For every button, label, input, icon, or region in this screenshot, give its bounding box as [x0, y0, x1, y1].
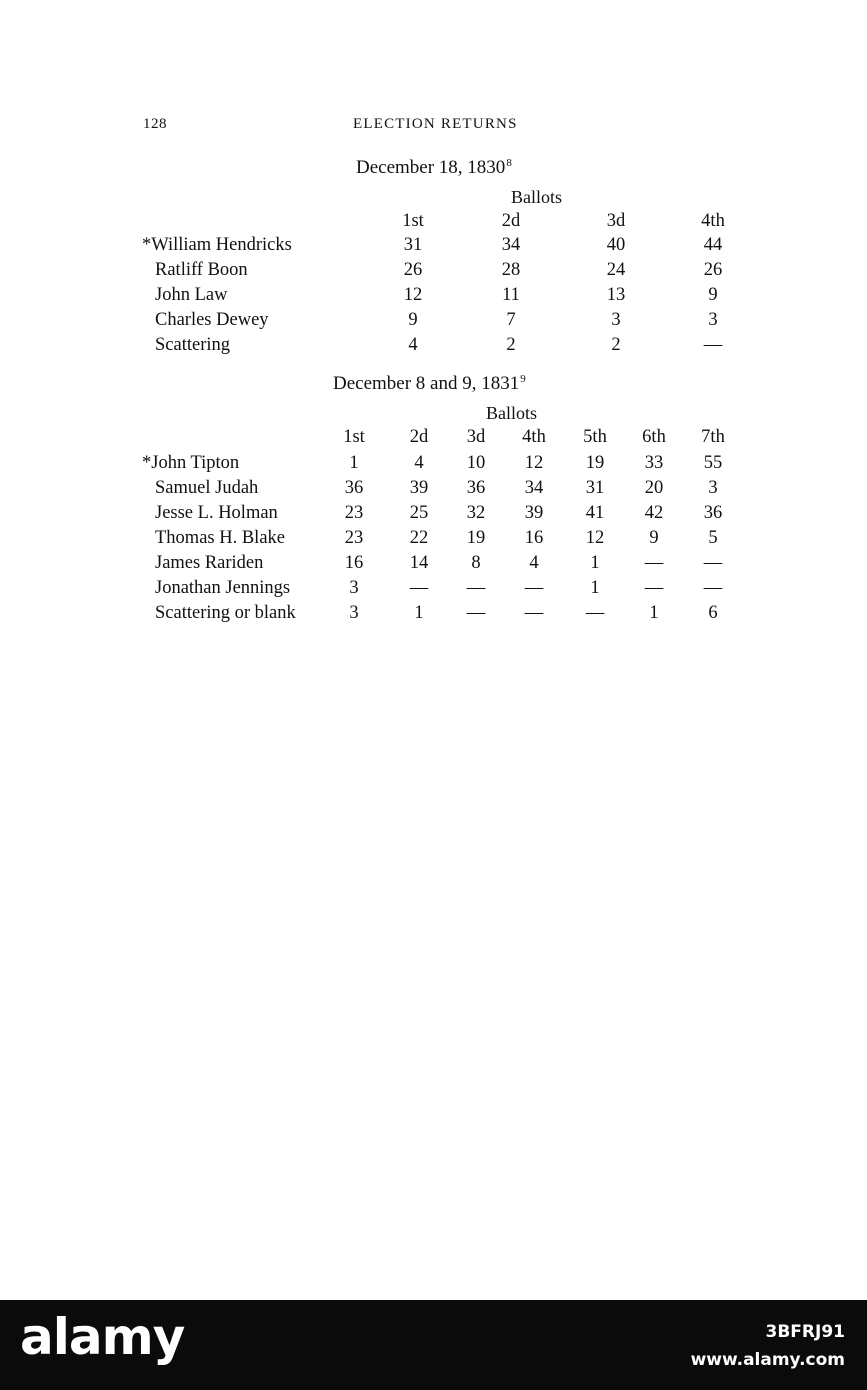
column-header: 6th	[642, 427, 666, 447]
candidate-name: Thomas H. Blake	[155, 528, 285, 548]
vote-count: 36	[466, 478, 486, 498]
watermark-bar	[0, 1300, 867, 1390]
section2-title	[333, 373, 526, 395]
candidate-name: James Rariden	[155, 553, 264, 573]
vote-count: 16	[344, 553, 364, 573]
vote-count: —	[524, 603, 544, 623]
column-header: 2d	[501, 211, 521, 231]
table-row	[0, 603, 867, 627]
vote-count: —	[644, 553, 664, 573]
vote-count: 9	[649, 528, 659, 548]
vote-count: 6	[708, 603, 718, 623]
vote-count: 5	[708, 528, 718, 548]
running-head: ELECTION RETURNS	[353, 116, 518, 132]
vote-count: 28	[501, 260, 521, 280]
vote-count: 9	[408, 310, 418, 330]
vote-count: 20	[644, 478, 664, 498]
vote-count: 42	[644, 503, 664, 523]
vote-count: —	[466, 603, 486, 623]
vote-count: 2	[611, 335, 621, 355]
vote-count: 36	[344, 478, 364, 498]
vote-count: 12	[403, 285, 423, 305]
table-row	[0, 260, 867, 284]
vote-count: 1	[649, 603, 659, 623]
table-row	[0, 478, 867, 502]
section1-title	[356, 157, 512, 179]
vote-count: 39	[409, 478, 429, 498]
vote-count: 31	[585, 478, 605, 498]
vote-count: 7	[506, 310, 516, 330]
vote-count: 9	[708, 285, 718, 305]
candidate-name: Charles Dewey	[155, 310, 269, 330]
column-header: 3d	[466, 427, 486, 447]
candidate-name: Samuel Judah	[155, 478, 259, 498]
vote-count: —	[466, 578, 486, 598]
page-number: 128	[143, 116, 167, 132]
candidate-name: John Law	[155, 285, 228, 305]
column-header: 3d	[606, 211, 626, 231]
candidate-name: Jesse L. Holman	[155, 503, 278, 523]
vote-count: 10	[466, 453, 486, 473]
column-header: 4th	[701, 211, 725, 231]
table-row	[0, 503, 867, 527]
table-row	[0, 285, 867, 309]
vote-count: 14	[409, 553, 429, 573]
footnote-ref-9: 9	[520, 373, 526, 385]
section2-column-headers	[0, 427, 867, 451]
watermark-logo: alamy	[20, 1308, 185, 1366]
vote-count: 25	[409, 503, 429, 523]
vote-count: —	[703, 335, 723, 355]
candidate-name: Ratliff Boon	[155, 260, 248, 280]
candidate-name: Scattering or blank	[155, 603, 296, 623]
candidate-name: *John Tipton	[142, 453, 240, 473]
vote-count: 1	[414, 603, 424, 623]
candidate-name: Scattering	[155, 335, 231, 355]
vote-count: 34	[501, 235, 521, 255]
vote-count: 26	[703, 260, 723, 280]
vote-count: 39	[524, 503, 544, 523]
vote-count: 41	[585, 503, 605, 523]
vote-count: —	[524, 578, 544, 598]
vote-count: 55	[703, 453, 723, 473]
vote-count: 2	[506, 335, 516, 355]
column-header: 7th	[701, 427, 725, 447]
column-header: 1st	[343, 427, 365, 447]
candidate-name: *William Hendricks	[142, 235, 292, 255]
column-header: 5th	[583, 427, 607, 447]
vote-count: 23	[344, 528, 364, 548]
section2-ballots-label: Ballots	[486, 403, 538, 423]
vote-count: —	[703, 578, 723, 598]
vote-count: 4	[414, 453, 424, 473]
vote-count: —	[409, 578, 429, 598]
vote-count: 36	[703, 503, 723, 523]
section2-title-text: December 8 and 9, 1831	[333, 373, 520, 394]
table-row	[0, 578, 867, 602]
table-row	[0, 528, 867, 552]
watermark-image-id: 3BFRJ91	[765, 1322, 845, 1342]
column-header: 4th	[522, 427, 546, 447]
table-row	[0, 453, 867, 477]
footnote-ref-8: 8	[506, 157, 512, 169]
vote-count: 31	[403, 235, 423, 255]
vote-count: 23	[344, 503, 364, 523]
vote-count: 3	[708, 478, 718, 498]
watermark-url: www.alamy.com	[690, 1350, 845, 1370]
vote-count: 1	[349, 453, 359, 473]
table-row	[0, 335, 867, 359]
vote-count: 4	[408, 335, 418, 355]
vote-count: 34	[524, 478, 544, 498]
table-row	[0, 310, 867, 334]
vote-count: —	[644, 578, 664, 598]
vote-count: 26	[403, 260, 423, 280]
vote-count: 16	[524, 528, 544, 548]
vote-count: 40	[606, 235, 626, 255]
vote-count: 12	[524, 453, 544, 473]
vote-count: —	[585, 603, 605, 623]
vote-count: 22	[409, 528, 429, 548]
vote-count: 32	[466, 503, 486, 523]
vote-count: 3	[708, 310, 718, 330]
vote-count: 1	[590, 553, 600, 573]
vote-count: 11	[502, 285, 520, 305]
section1-column-headers	[0, 211, 867, 235]
section1-title-text: December 18, 1830	[356, 157, 506, 178]
vote-count: —	[703, 553, 723, 573]
column-header: 2d	[409, 427, 429, 447]
candidate-name: Jonathan Jennings	[155, 578, 291, 598]
vote-count: 3	[349, 578, 359, 598]
vote-count: 4	[529, 553, 539, 573]
section1-ballots-label: Ballots	[511, 187, 563, 207]
vote-count: 3	[611, 310, 621, 330]
vote-count: 44	[703, 235, 723, 255]
vote-count: 1	[590, 578, 600, 598]
table-row	[0, 553, 867, 577]
vote-count: 3	[349, 603, 359, 623]
vote-count: 12	[585, 528, 605, 548]
column-header: 1st	[402, 211, 424, 231]
vote-count: 24	[606, 260, 626, 280]
vote-count: 8	[471, 553, 481, 573]
table-row	[0, 235, 867, 259]
vote-count: 33	[644, 453, 664, 473]
vote-count: 19	[585, 453, 605, 473]
vote-count: 13	[606, 285, 626, 305]
vote-count: 19	[466, 528, 486, 548]
